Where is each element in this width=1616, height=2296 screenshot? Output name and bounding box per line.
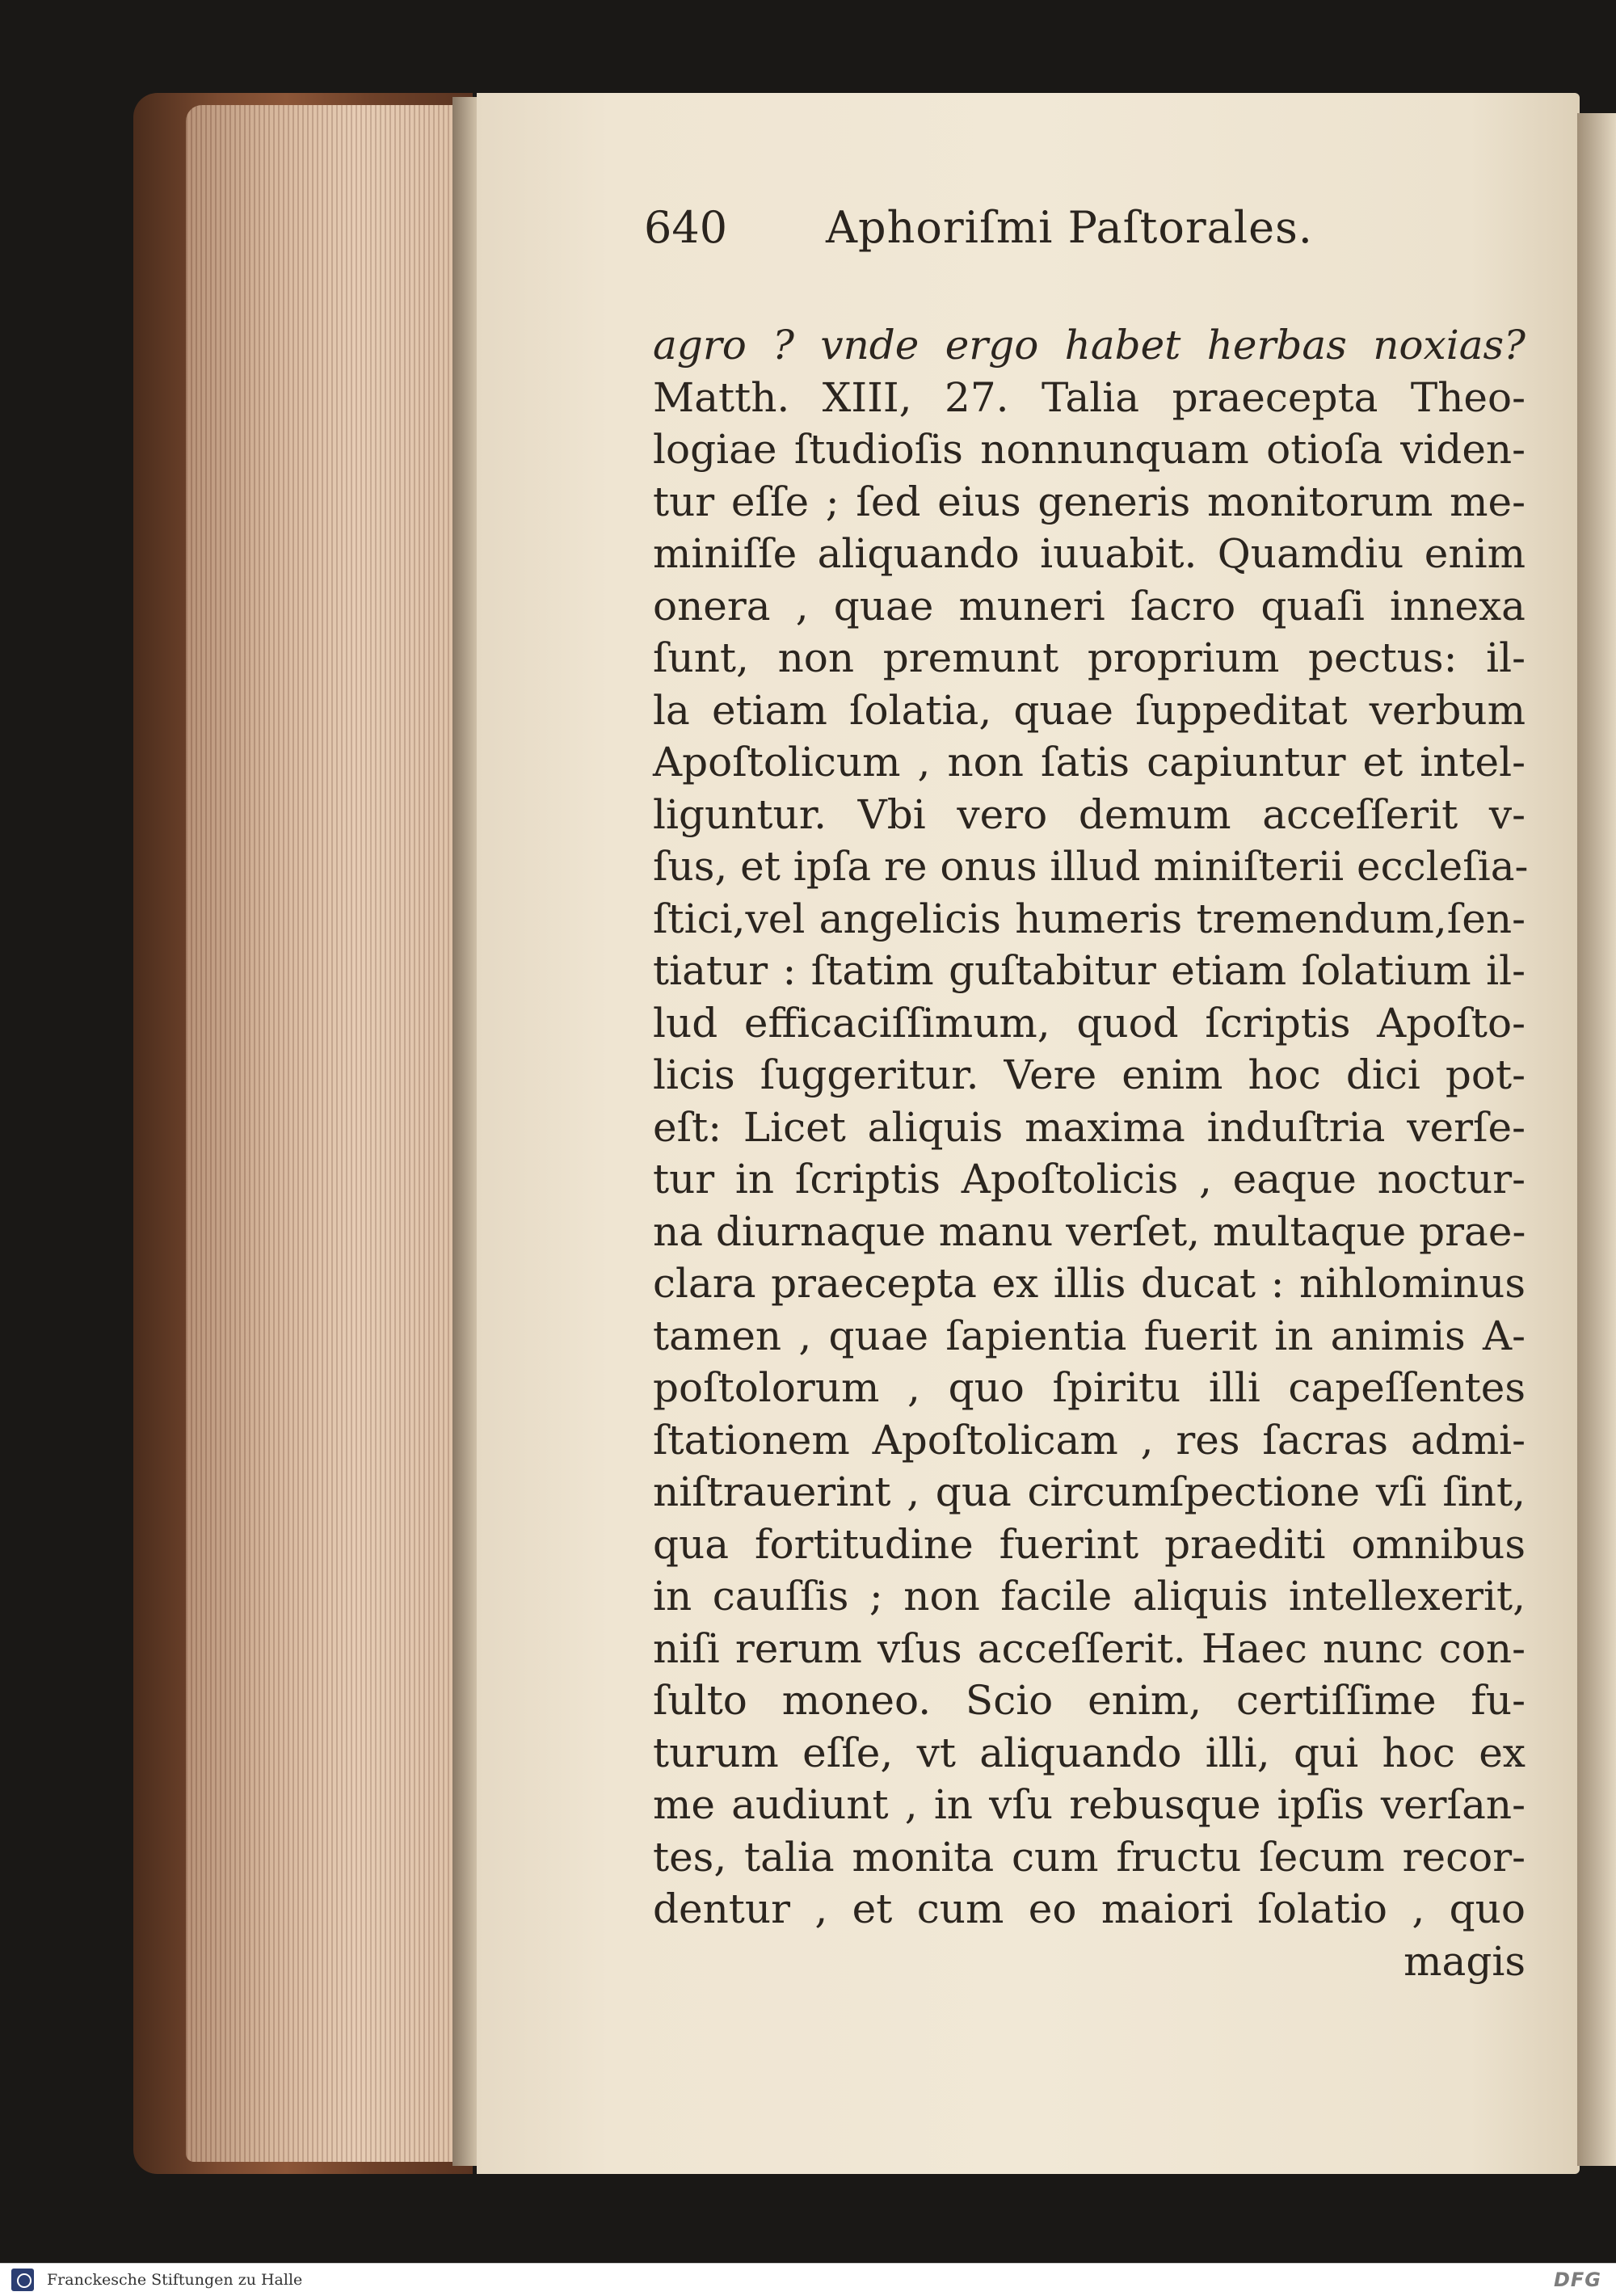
catchword: magis <box>1403 1937 1526 1985</box>
text-line: liguntur. Vbi vero demum acceſſerit v- <box>653 790 1526 838</box>
text-line: Matth. XIII, 27. Talia praecepta Theo- <box>653 373 1526 421</box>
body-text <box>653 319 1529 1987</box>
text-line: licis ſuggeritur. Vere enim hoc dici pot- <box>653 1051 1526 1098</box>
text-line: tes, talia monita cum fructu ſecum recor- <box>653 1833 1526 1881</box>
text-line: na diurnaque manu verſet, multaque prae- <box>653 1207 1526 1255</box>
running-title: Aphoriſmi Paſtorales. <box>826 202 1313 253</box>
footer-bar <box>0 2263 1616 2296</box>
text-line: Apoſtolicum , non ſatis capiuntur et intel- <box>653 739 1526 786</box>
page-edges <box>186 105 469 2162</box>
text-line: eſt: Licet aliquis maxima induſtria verſe- <box>653 1103 1526 1151</box>
text-line: agro ? vnde ergo habet herbas noxias? <box>653 322 1526 369</box>
text-line: onera , quae muneri ſacro quaſi innexa <box>653 582 1526 630</box>
institution-name[interactable]: Franckesche Stiftungen zu Halle <box>47 2271 303 2289</box>
text-line: niſi rerum vſus acceſſerit. Haec nunc con- <box>653 1624 1526 1672</box>
text-line: niſtrauerint , qua circumſpectione vſi ſint, <box>653 1468 1526 1515</box>
text-line: me audiunt , in vſu rebusque ipſis verſan- <box>653 1781 1526 1828</box>
text-line: lud efficaciſſimum, quod ſcriptis Apoſto- <box>653 999 1526 1047</box>
text-line: ſus, et ipſa re onus illud miniſterii eccleſia- <box>653 843 1529 890</box>
institution-logo-icon <box>11 2269 34 2291</box>
dfg-logo: DFG <box>1553 2269 1601 2291</box>
text-line: tamen , quae ſapientia fuerit in animis A- <box>653 1312 1526 1359</box>
text-line: tur eſſe ; ſed eius generis monitorum me- <box>653 478 1526 525</box>
text-line: ſtationem Apoſtolicam , res ſacras admi- <box>653 1416 1526 1464</box>
running-header <box>644 202 1533 267</box>
text-line: poſtolorum , quo ſpiritu illi capeſſentes <box>653 1364 1526 1411</box>
text-line: qua fortitudine fuerint praediti omnibus <box>653 1520 1526 1568</box>
text-line: turum eſſe, vt aliquando illi, qui hoc ex <box>653 1729 1526 1776</box>
text-line: dentur , et cum eo maiori ſolatio , quo <box>653 1885 1526 1932</box>
text-line: tur in ſcriptis Apoſtolicis , eaque noctur- <box>653 1156 1526 1203</box>
text-line: ſulto moneo. Scio enim, certiſſime fu- <box>653 1677 1526 1724</box>
text-line: ſtici,vel angelicis humeris tremendum,ſen- <box>653 895 1526 942</box>
text-line: clara praecepta ex illis ducat : nihlominus <box>653 1260 1526 1307</box>
page-number: 640 <box>644 202 728 253</box>
facing-page-edge <box>1577 113 1616 2166</box>
text-line: in cauſſis ; non facile aliquis intellexerit, <box>653 1573 1526 1620</box>
text-line: tiatur : ſtatim guſtabitur etiam ſolatium il- <box>653 947 1526 994</box>
text-line: miniſſe aliquando iuuabit. Quamdiu enim <box>653 530 1526 577</box>
text-line: la etiam ſolatia, quae ſuppeditat verbum <box>653 686 1526 734</box>
text-line: logiae ſtudioſis nonnunquam otioſa viden- <box>653 426 1526 473</box>
text-line: ſunt, non premunt proprium pectus: il- <box>653 634 1526 681</box>
